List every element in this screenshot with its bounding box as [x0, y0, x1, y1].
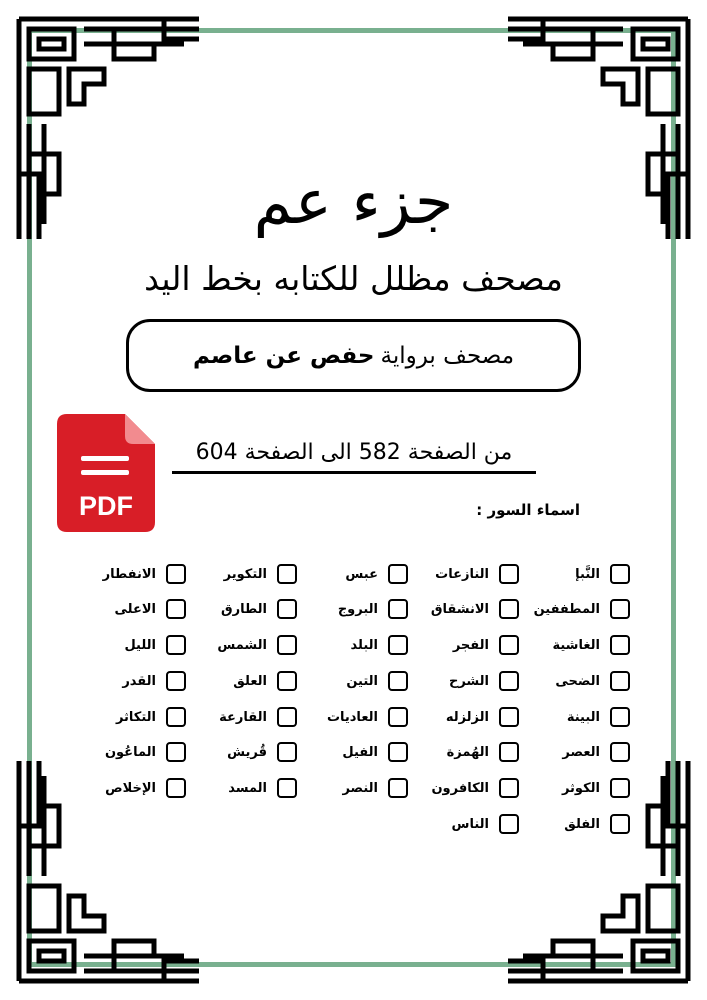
surah-item[interactable]: [414, 563, 519, 585]
surah-checkbox[interactable]: [388, 778, 408, 798]
surah-checkbox[interactable]: [166, 564, 186, 584]
surah-name: البينة: [566, 709, 600, 725]
surah-name: الإخلاص: [105, 780, 156, 796]
surah-name: المطففين: [533, 601, 600, 617]
surah-item[interactable]: [414, 598, 519, 620]
surah-checkbox[interactable]: [277, 778, 297, 798]
surah-name: قُريش: [227, 744, 267, 760]
surah-item[interactable]: [525, 670, 630, 692]
surah-name: الانشقاق: [430, 601, 489, 617]
surah-item[interactable]: [525, 563, 630, 585]
page-subtitle: مصحف مظلل للكتابه بخط اليد: [144, 259, 563, 298]
surah-name: الماعُون: [104, 744, 156, 760]
surah-names-label: اسماء السور :: [476, 501, 580, 519]
surah-name: العلق: [233, 673, 267, 689]
surah-name: الكافرون: [431, 780, 489, 796]
surah-item[interactable]: [192, 563, 297, 585]
surah-item[interactable]: [81, 706, 186, 728]
surah-name: الضحى: [555, 673, 600, 689]
surah-item[interactable]: [81, 563, 186, 585]
surah-checkbox[interactable]: [166, 635, 186, 655]
surah-item[interactable]: [414, 706, 519, 728]
surah-checkbox[interactable]: [499, 671, 519, 691]
surah-item[interactable]: [81, 670, 186, 692]
surah-checkbox[interactable]: [499, 778, 519, 798]
surah-name: الفيل: [342, 744, 378, 760]
surah-item[interactable]: [81, 598, 186, 620]
surah-name: الفجر: [452, 637, 489, 653]
surah-item[interactable]: [414, 813, 519, 835]
surah-name: النصر: [342, 780, 378, 796]
surah-name: الفلق: [564, 816, 600, 832]
surah-name: النازعات: [435, 566, 489, 582]
surah-item[interactable]: [81, 777, 186, 799]
surah-checkbox[interactable]: [388, 742, 408, 762]
pages-range: من الصفحة 582 الى الصفحة 604: [195, 440, 513, 465]
surah-item[interactable]: [525, 813, 630, 835]
surah-name: الزلزله: [445, 709, 489, 725]
surah-name: عبس: [345, 566, 378, 582]
surah-item[interactable]: [303, 634, 408, 656]
surah-item[interactable]: [192, 670, 297, 692]
surah-name: الانفطار: [102, 566, 156, 582]
surah-checkbox[interactable]: [499, 814, 519, 834]
surah-name: البروج: [337, 601, 378, 617]
pdf-label: PDF: [79, 491, 133, 521]
surah-checkbox[interactable]: [166, 778, 186, 798]
surah-checkbox[interactable]: [277, 742, 297, 762]
surah-name: العصر: [562, 744, 600, 760]
surah-name: المسد: [228, 780, 267, 796]
surah-item[interactable]: [303, 777, 408, 799]
surah-checkbox[interactable]: [388, 564, 408, 584]
surah-item[interactable]: [525, 741, 630, 763]
surah-item[interactable]: [303, 741, 408, 763]
surah-name: الشرح: [448, 673, 489, 689]
page-title: جزء عم: [253, 165, 454, 238]
surah-item[interactable]: [303, 706, 408, 728]
surah-name: الهُمزة: [446, 744, 489, 760]
surah-checkbox[interactable]: [610, 742, 630, 762]
surah-item[interactable]: [414, 741, 519, 763]
surah-item[interactable]: [414, 670, 519, 692]
surah-name: الاعلى: [114, 601, 156, 617]
surah-item[interactable]: [81, 634, 186, 656]
surah-item[interactable]: [192, 777, 297, 799]
surah-checkbox[interactable]: [610, 778, 630, 798]
surah-name: القدر: [122, 673, 156, 689]
surah-checkbox[interactable]: [388, 635, 408, 655]
surah-checkbox[interactable]: [166, 707, 186, 727]
surah-checkbox[interactable]: [277, 707, 297, 727]
surah-name: الكوثر: [561, 780, 600, 796]
surah-name: الطارق: [221, 601, 267, 617]
surah-item[interactable]: [192, 706, 297, 728]
riwaya-name: حفص عن عاصم: [192, 342, 375, 369]
surah-checkbox[interactable]: [277, 635, 297, 655]
surah-checkbox[interactable]: [499, 599, 519, 619]
surah-item[interactable]: [303, 563, 408, 585]
surah-item[interactable]: [525, 777, 630, 799]
surah-checkbox[interactable]: [610, 564, 630, 584]
surah-checkbox[interactable]: [166, 599, 186, 619]
surah-checkbox[interactable]: [166, 671, 186, 691]
surah-checkbox[interactable]: [610, 635, 630, 655]
surah-name: العاديات: [326, 709, 378, 725]
surah-item[interactable]: [192, 598, 297, 620]
surah-item[interactable]: [81, 741, 186, 763]
surah-checkbox[interactable]: [499, 564, 519, 584]
surah-item[interactable]: [192, 741, 297, 763]
surah-item[interactable]: [414, 634, 519, 656]
surah-checkbox[interactable]: [388, 671, 408, 691]
surah-checkbox[interactable]: [388, 599, 408, 619]
surah-checkbox[interactable]: [610, 707, 630, 727]
surah-checkbox[interactable]: [277, 564, 297, 584]
surah-checkbox[interactable]: [610, 671, 630, 691]
surah-item[interactable]: [303, 598, 408, 620]
surah-item[interactable]: [192, 634, 297, 656]
surah-name: البلد: [350, 637, 378, 653]
surah-name: القارعة: [219, 709, 267, 725]
surah-checkbox[interactable]: [388, 707, 408, 727]
surah-checkbox[interactable]: [499, 635, 519, 655]
surah-checkbox[interactable]: [499, 707, 519, 727]
surah-name: التكوير: [223, 566, 267, 582]
surah-checkbox[interactable]: [277, 599, 297, 619]
surah-item[interactable]: [303, 670, 408, 692]
surah-checkbox[interactable]: [610, 814, 630, 834]
surah-name: النَّبإ: [575, 566, 600, 582]
surah-name: التكاثر: [115, 709, 156, 725]
surah-name: الليل: [124, 637, 156, 653]
surah-name: الشمس: [217, 637, 267, 653]
surah-checkbox[interactable]: [277, 671, 297, 691]
surah-checkbox[interactable]: [499, 742, 519, 762]
riwaya-prefix: مصحف برواية: [380, 342, 515, 369]
surah-name: الغاشية: [552, 637, 600, 653]
surah-item[interactable]: [525, 634, 630, 656]
surah-item[interactable]: [525, 706, 630, 728]
surah-checkbox[interactable]: [166, 742, 186, 762]
surah-name: التين: [346, 673, 378, 689]
surah-item[interactable]: [414, 777, 519, 799]
surah-checkbox[interactable]: [610, 599, 630, 619]
surah-name: الناس: [451, 816, 489, 832]
surah-item[interactable]: [525, 598, 630, 620]
